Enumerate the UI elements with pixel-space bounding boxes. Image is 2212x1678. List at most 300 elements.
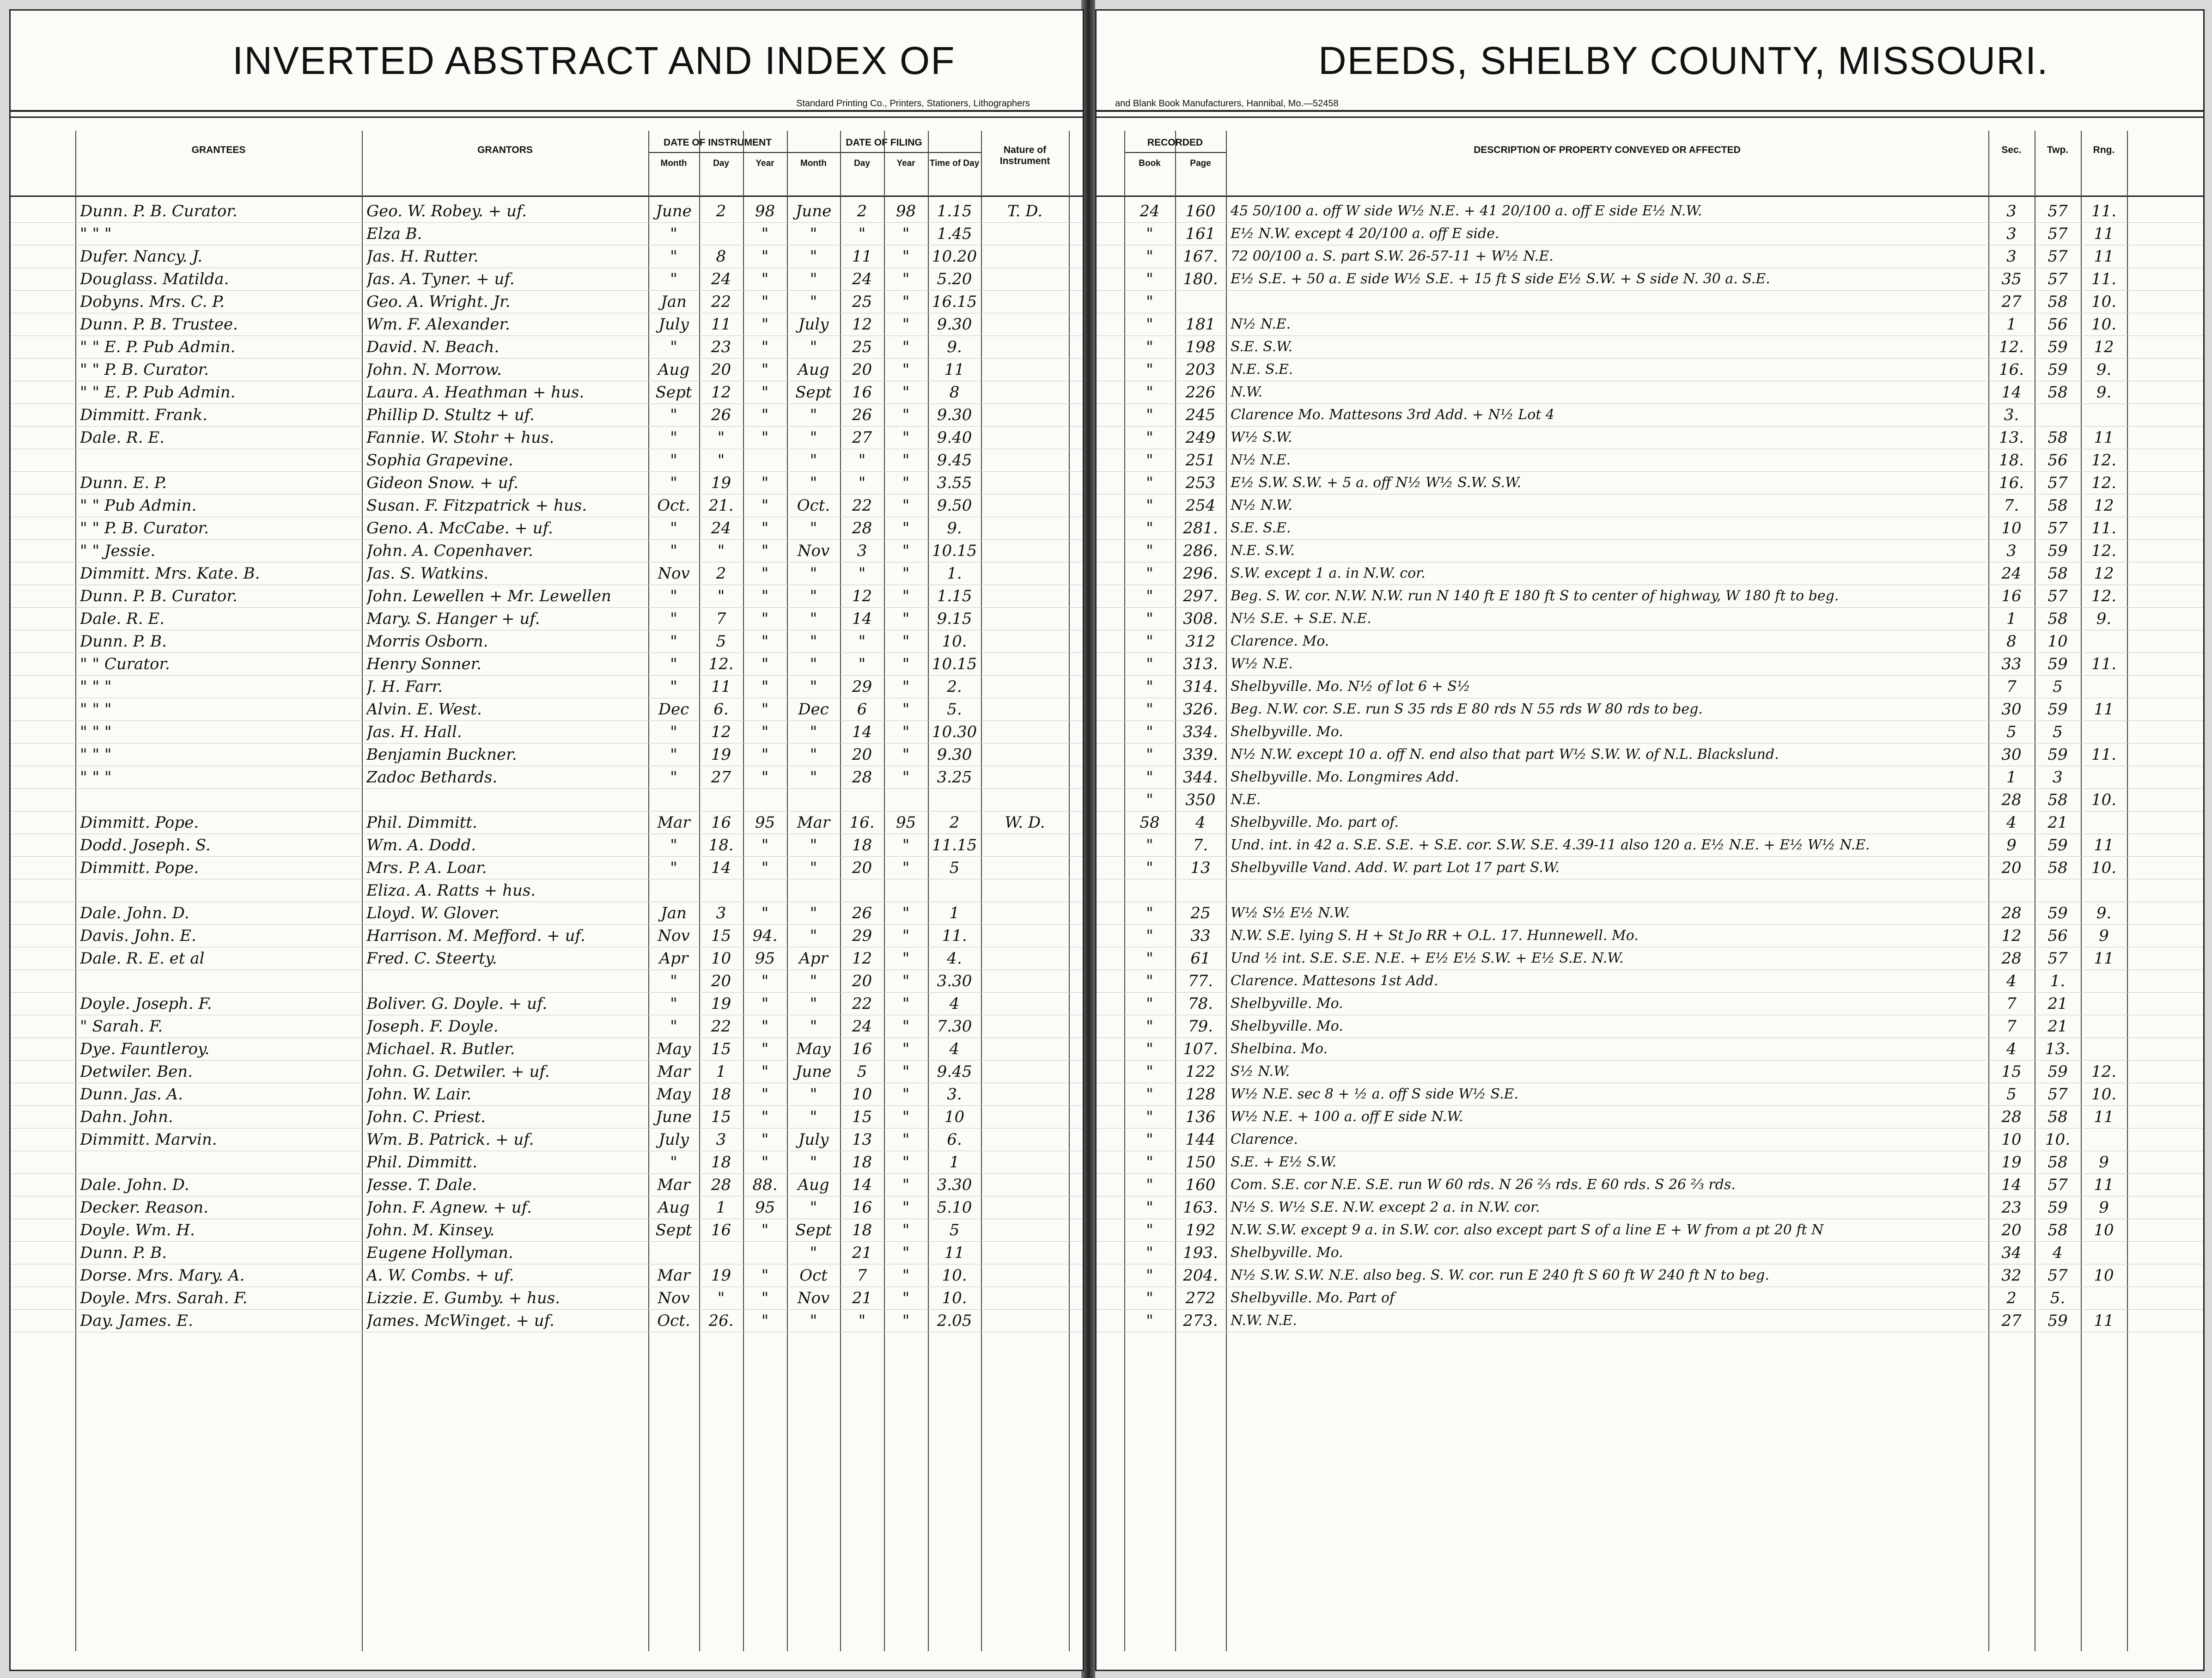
inst-day-cell: 18. bbox=[708, 836, 734, 854]
nature-cell bbox=[983, 1084, 1066, 1104]
inst-month-cell: July bbox=[658, 1130, 689, 1149]
grantee-cell: " " E. P. Pub Admin. bbox=[80, 338, 236, 356]
ledger-row bbox=[1097, 676, 2203, 698]
description-cell: Und ½ int. S.E. S.E. N.E. + E½ E½ S.W. + E½ S.E. N.W. bbox=[1231, 950, 1624, 966]
filing-month-cell: " bbox=[810, 723, 817, 741]
inst-day-cell: 11 bbox=[711, 677, 731, 696]
inst-month-cell: Nov bbox=[658, 1289, 690, 1307]
inst-month-cell: " bbox=[670, 225, 677, 243]
nature-cell bbox=[983, 246, 1066, 267]
grantor-cell: Lizzie. E. Gumby. + hus. bbox=[366, 1289, 561, 1307]
twp-cell: 56 bbox=[2047, 315, 2068, 334]
nature-header: Nature of Instrument bbox=[999, 145, 1050, 166]
filing-month-cell: " bbox=[810, 610, 817, 628]
description-cell: N½ S. W½ S.E. N.W. except 2 a. in N.W. cor. bbox=[1231, 1199, 1540, 1215]
page-cell: 308. bbox=[1183, 610, 1218, 628]
grantee-cell: " Sarah. F. bbox=[80, 1017, 163, 1036]
grantee-cell: " " " bbox=[80, 677, 112, 696]
page-cell: 122 bbox=[1185, 1062, 1216, 1081]
inst-day-cell: 19 bbox=[711, 995, 731, 1013]
time-of-day-cell: 10.15 bbox=[932, 655, 977, 673]
grantor-cell bbox=[366, 790, 644, 810]
sec-cell: 23 bbox=[2001, 1198, 2022, 1217]
book-cell: " bbox=[1146, 1085, 1153, 1104]
book-cell: " bbox=[1146, 768, 1153, 787]
ledger-row bbox=[11, 993, 1083, 1015]
nature-cell bbox=[983, 1039, 1066, 1059]
description-cell: N½ N.W. except 10 a. off N. end also that part W½ S.W. W. of N.L. Blackslund. bbox=[1231, 746, 1779, 763]
ledger-row bbox=[1097, 1083, 2203, 1106]
nature-cell bbox=[983, 722, 1066, 742]
time-of-day-cell: 1.45 bbox=[937, 225, 972, 243]
rng-cell: 10. bbox=[2091, 859, 2117, 877]
grantor-cell: Phil. Dimmitt. bbox=[366, 813, 477, 832]
filing-day-cell: 12 bbox=[852, 315, 872, 334]
inst-year-cell: " bbox=[761, 270, 769, 288]
page-cell: 25 bbox=[1190, 904, 1211, 922]
inst-year-cell: " bbox=[761, 474, 769, 492]
filing-year-cell: " bbox=[902, 927, 910, 945]
page-cell: 203 bbox=[1185, 360, 1216, 379]
filing-day-cell: 12 bbox=[852, 949, 872, 968]
twp-cell: 59 bbox=[2047, 338, 2068, 356]
page-cell: 13 bbox=[1190, 859, 1211, 877]
filing-day-cell: 3 bbox=[857, 542, 867, 560]
inst-day-cell: 5 bbox=[716, 632, 726, 651]
time-of-day-cell: 11 bbox=[944, 360, 965, 379]
ledger-row bbox=[1097, 1242, 2203, 1264]
inst-year-cell bbox=[745, 790, 785, 810]
inst-day-cell: 7 bbox=[716, 610, 726, 628]
sec-cell: 10 bbox=[2001, 519, 2022, 537]
book-cell: " bbox=[1146, 338, 1153, 356]
description-cell: W½ S.W. bbox=[1231, 429, 1292, 445]
filing-month-cell: Oct bbox=[799, 1266, 828, 1285]
nature-cell bbox=[983, 880, 1066, 901]
inst-month-cell: " bbox=[670, 451, 677, 470]
twp-cell: 57 bbox=[2047, 1176, 2068, 1194]
rng-cell: 12 bbox=[2094, 564, 2114, 583]
time-of-day-cell: 5.10 bbox=[937, 1198, 972, 1217]
filing-year-cell: 95 bbox=[896, 813, 916, 832]
page-cell: 251 bbox=[1185, 451, 1216, 470]
page-cell: 79. bbox=[1188, 1017, 1213, 1036]
book-cell: " bbox=[1146, 904, 1153, 922]
twp-cell: 59 bbox=[2047, 1312, 2068, 1330]
description-cell: 72 00/100 a. S. part S.W. 26-57-11 + W½ N.E. bbox=[1231, 248, 1554, 264]
inst-month-cell: " bbox=[670, 723, 677, 741]
nature-cell bbox=[983, 994, 1066, 1014]
twp-cell bbox=[2037, 880, 2078, 901]
time-of-day-cell: 2. bbox=[947, 677, 962, 696]
inst-month-cell: Mar bbox=[657, 1062, 690, 1081]
twp-cell: 57 bbox=[2047, 1085, 2068, 1104]
ledger-row bbox=[1097, 449, 2203, 472]
book-cell: " bbox=[1146, 428, 1153, 447]
filing-day-cell: 26 bbox=[852, 904, 872, 922]
twp-cell: 5 bbox=[2053, 677, 2063, 696]
inst-day-cell: 2 bbox=[716, 202, 726, 220]
top-rule bbox=[1097, 110, 2203, 118]
twp-cell: 58 bbox=[2047, 496, 2068, 515]
book-cell: " bbox=[1146, 519, 1153, 537]
filing-month-cell: " bbox=[810, 1017, 817, 1036]
ledger-row bbox=[11, 449, 1083, 472]
ledger-row bbox=[11, 834, 1083, 857]
description-cell: N.W. S.W. except 9 a. in S.W. cor. also except part S of a line E + W from a pt 20 ft N bbox=[1231, 1222, 1824, 1238]
rng-cell: 10. bbox=[2091, 791, 2117, 809]
grantee-cell: Dunn. P. B. Trustee. bbox=[80, 315, 238, 334]
inst-month-cell: " bbox=[670, 270, 677, 288]
sec-cell: 33 bbox=[2001, 655, 2022, 673]
description-cell: Clarence. bbox=[1231, 1131, 1298, 1147]
inst-day-cell: 27 bbox=[711, 768, 731, 787]
description-cell: N½ S.E. + S.E. N.E. bbox=[1231, 610, 1371, 627]
twp-cell: 56 bbox=[2047, 927, 2068, 945]
inst-year-cell: 88. bbox=[752, 1176, 778, 1194]
left-printer-note: Standard Printing Co., Printers, Stationers, Lithographers bbox=[796, 98, 1030, 109]
rng-cell: 11. bbox=[2091, 519, 2117, 537]
twp-cell: 59 bbox=[2047, 836, 2068, 854]
rng-cell bbox=[2083, 1016, 2125, 1037]
inst-year-cell: " bbox=[761, 1221, 769, 1239]
description-cell bbox=[1231, 880, 1984, 901]
inst-month-cell: " bbox=[670, 632, 677, 651]
page-cell: 296. bbox=[1183, 564, 1218, 583]
book-cell: " bbox=[1146, 1130, 1153, 1149]
grantor-cell: Alvin. E. West. bbox=[366, 700, 482, 719]
time-of-day-cell: 9.30 bbox=[937, 745, 972, 764]
filing-year-cell: " bbox=[902, 745, 910, 764]
twp-cell: 58 bbox=[2047, 610, 2068, 628]
inst-day-cell bbox=[701, 224, 741, 244]
grantor-cell: John. M. Kinsey. bbox=[366, 1221, 495, 1239]
inst-day-cell: 22 bbox=[711, 1017, 731, 1036]
book-cell: " bbox=[1146, 700, 1153, 719]
ledger-row bbox=[11, 608, 1083, 630]
ledger-row bbox=[1097, 947, 2203, 970]
inst-month-cell: " bbox=[670, 428, 677, 447]
right-page-title: DEEDS, SHELBY COUNTY, MISSOURI. bbox=[1318, 39, 2049, 82]
rng-cell: 11. bbox=[2091, 202, 2117, 220]
inst-year-cell: " bbox=[761, 542, 769, 560]
ledger-row bbox=[11, 245, 1083, 268]
ledger-row bbox=[11, 947, 1083, 970]
inst-year-cell: " bbox=[761, 247, 769, 266]
grantor-cell bbox=[366, 971, 644, 991]
inst-year-cell: " bbox=[761, 859, 769, 877]
twp-cell: 58 bbox=[2047, 564, 2068, 583]
filing-day-cell: 22 bbox=[852, 995, 872, 1013]
inst-month-cell: " bbox=[670, 610, 677, 628]
twp-cell: 58 bbox=[2047, 293, 2068, 311]
book-cell: " bbox=[1146, 1266, 1153, 1285]
inst-day-cell: 20 bbox=[711, 972, 731, 990]
inst-year-cell: 95 bbox=[755, 1198, 775, 1217]
ledger-row bbox=[11, 812, 1083, 834]
rng-cell: 12. bbox=[2091, 474, 2117, 492]
rng-cell: 9. bbox=[2096, 360, 2112, 379]
filing-day-cell: 14 bbox=[852, 1176, 872, 1194]
time-of-day-cell: 9.30 bbox=[937, 315, 972, 334]
page-cell: 272 bbox=[1185, 1289, 1216, 1307]
ledger-row bbox=[1097, 517, 2203, 540]
grantor-cell: Lloyd. W. Glover. bbox=[366, 904, 500, 922]
ledger-row bbox=[11, 1310, 1083, 1332]
description-cell: S½ N.W. bbox=[1231, 1063, 1290, 1080]
date-of-instrument-header: DATE OF INSTRUMENT Month Day Year bbox=[648, 131, 787, 195]
grantor-cell: Mary. S. Hanger + uf. bbox=[366, 610, 540, 628]
ledger-row bbox=[11, 766, 1083, 789]
inst-day-cell: 15 bbox=[711, 927, 731, 945]
filing-month-cell: May bbox=[796, 1040, 831, 1058]
filing-year-cell: " bbox=[902, 700, 910, 719]
grantor-cell: Jas. H. Hall. bbox=[366, 723, 462, 741]
filing-day-cell: 20 bbox=[852, 360, 872, 379]
description-cell: E½ N.W. except 4 20/100 a. off E side. bbox=[1231, 226, 1499, 242]
inst-year-cell: 95 bbox=[755, 813, 775, 832]
rng-cell: 12. bbox=[2091, 542, 2117, 560]
inst-month-cell: Dec bbox=[658, 700, 689, 719]
ledger-row bbox=[11, 562, 1083, 585]
grantees-header: GRANTEES bbox=[191, 145, 246, 155]
nature-cell bbox=[983, 1311, 1066, 1331]
grantee-cell: " " Pub Admin. bbox=[80, 496, 197, 515]
filing-month-cell: " bbox=[810, 1244, 817, 1262]
twp-cell: 59 bbox=[2047, 745, 2068, 764]
ledger-row bbox=[1097, 268, 2203, 291]
sec-cell: 3 bbox=[2006, 202, 2017, 220]
twp-cell: 57 bbox=[2047, 949, 2068, 968]
description-cell: S.E. + E½ S.W. bbox=[1231, 1154, 1337, 1170]
description-cell: Clarence Mo. Mattesons 3rd Add. + N½ Lot 4 bbox=[1231, 407, 1554, 423]
grantee-cell: Dale. John. D. bbox=[80, 1176, 189, 1194]
ledger-row bbox=[11, 268, 1083, 291]
rng-cell: 11 bbox=[2094, 1108, 2114, 1126]
date-of-filing-header: DATE OF FILING Month Day Year Time of Day bbox=[787, 131, 981, 195]
page-cell: 107. bbox=[1183, 1040, 1218, 1058]
filing-year-cell: " bbox=[902, 338, 910, 356]
time-of-day-cell: 9. bbox=[947, 519, 962, 537]
twp-cell: 10. bbox=[2045, 1130, 2071, 1149]
rng-cell bbox=[2083, 1039, 2125, 1059]
inst-year-cell: " bbox=[761, 1062, 769, 1081]
time-of-day-cell: 2 bbox=[949, 813, 960, 832]
filing-year-cell: " bbox=[902, 859, 910, 877]
nature-cell bbox=[983, 427, 1066, 448]
filing-day-cell: 16. bbox=[849, 813, 875, 832]
grantor-cell: Michael. R. Butler. bbox=[366, 1040, 515, 1058]
nature-cell bbox=[983, 1107, 1066, 1127]
filing-month-cell: Aug bbox=[798, 1176, 829, 1194]
sec-cell: 28 bbox=[2001, 1108, 2022, 1126]
book-cell: " bbox=[1146, 859, 1153, 877]
twp-cell: 21 bbox=[2047, 813, 2068, 832]
inst-year-cell bbox=[745, 450, 785, 470]
grantee-cell bbox=[80, 1152, 357, 1172]
nature-cell bbox=[983, 495, 1066, 516]
book-cell: " bbox=[1146, 632, 1153, 651]
time-of-day-cell: 9.45 bbox=[937, 451, 972, 470]
ledger-row bbox=[11, 494, 1083, 517]
grantee-cell: Dufer. Nancy. J. bbox=[80, 247, 203, 266]
grantor-cell: Benjamin Buckner. bbox=[366, 745, 517, 764]
ledger-row bbox=[1097, 200, 2203, 223]
filing-year-cell: " bbox=[902, 428, 910, 447]
nature-cell bbox=[983, 744, 1066, 765]
top-rule bbox=[11, 110, 1083, 118]
time-of-day-cell: 4 bbox=[949, 995, 960, 1013]
grantee-cell: Dunn. P. B. Curator. bbox=[80, 202, 238, 220]
inst-day-cell: 19 bbox=[711, 474, 731, 492]
filing-day-cell: 25 bbox=[852, 293, 872, 311]
time-of-day-cell: 10.15 bbox=[932, 542, 977, 560]
inst-day-cell: 24 bbox=[711, 270, 731, 288]
filing-year-cell: " bbox=[902, 610, 910, 628]
ledger-row bbox=[1097, 1151, 2203, 1174]
description-cell: N.W. N.E. bbox=[1231, 1312, 1297, 1329]
page-cell: 192 bbox=[1185, 1221, 1216, 1239]
page-cell: 136 bbox=[1185, 1108, 1216, 1126]
time-of-day-cell: 1.15 bbox=[937, 587, 972, 605]
ledger-row bbox=[1097, 1310, 2203, 1332]
grantee-cell: " " " bbox=[80, 225, 112, 243]
inst-year-cell: " bbox=[761, 1108, 769, 1126]
inst-day-cell bbox=[701, 880, 741, 901]
filing-year-cell bbox=[886, 880, 926, 901]
grantee-cell: " " Jessie. bbox=[80, 542, 156, 560]
filing-day-cell: 27 bbox=[852, 428, 872, 447]
inst-day-cell: 6. bbox=[713, 700, 729, 719]
ledger-row bbox=[11, 630, 1083, 653]
inst-month-cell: " bbox=[670, 587, 677, 605]
inst-day-cell: 21. bbox=[708, 496, 734, 515]
sec-cell: 4 bbox=[2006, 972, 2017, 990]
grantee-cell: Doyle. Wm. H. bbox=[80, 1221, 195, 1239]
inst-month-cell: " bbox=[670, 859, 677, 877]
grantor-cell: Harrison. M. Mefford. + uf. bbox=[366, 927, 585, 945]
filing-year-cell: " bbox=[902, 1244, 910, 1262]
description-cell: Shelbyville. Mo. bbox=[1231, 995, 1343, 1012]
grantee-cell: Dorse. Mrs. Mary. A. bbox=[80, 1266, 245, 1285]
ledger-row bbox=[11, 1174, 1083, 1196]
inst-month-cell: Nov bbox=[658, 927, 690, 945]
time-of-day-cell: 4 bbox=[949, 1040, 960, 1058]
grantor-cell: John. C. Priest. bbox=[366, 1108, 486, 1126]
inst-year-cell: " bbox=[761, 1312, 769, 1330]
nature-cell bbox=[983, 1197, 1066, 1218]
inst-day-cell: 14 bbox=[711, 859, 731, 877]
ledger-row bbox=[1097, 630, 2203, 653]
inst-year-cell: " bbox=[761, 610, 769, 628]
grantor-cell: Eugene Hollyman. bbox=[366, 1244, 513, 1262]
filing-month-cell: Nov bbox=[797, 542, 830, 560]
filing-year-cell: " bbox=[902, 1062, 910, 1081]
inst-year-cell bbox=[745, 1243, 785, 1263]
ledger-row bbox=[1097, 291, 2203, 313]
description-cell: Com. S.E. cor N.E. S.E. run W 60 rds. N 26 ⅔ rds. E 60 rds. S 26 ⅔ rds. bbox=[1231, 1177, 1736, 1193]
book-cell: " bbox=[1146, 564, 1153, 583]
filing-year-cell: 98 bbox=[896, 202, 916, 220]
time-of-day-cell: 5.20 bbox=[937, 270, 972, 288]
ledger-row bbox=[1097, 223, 2203, 245]
grantee-cell: Dimmitt. Pope. bbox=[80, 813, 199, 832]
nature-cell bbox=[983, 1243, 1066, 1263]
sec-header: Sec. bbox=[2001, 145, 2022, 155]
filing-month-cell: " bbox=[810, 1312, 817, 1330]
time-of-day-cell: 2.05 bbox=[937, 1312, 972, 1330]
book-cell: " bbox=[1146, 723, 1153, 741]
grantors-header: GRANTORS bbox=[477, 145, 533, 155]
inst-day-cell: 15 bbox=[711, 1040, 731, 1058]
sec-cell: 16. bbox=[1999, 474, 2024, 492]
inst-day-cell: 12 bbox=[711, 723, 731, 741]
grantor-cell: Geo. W. Robey. + uf. bbox=[366, 202, 527, 220]
page-cell: 4 bbox=[1195, 813, 1206, 832]
inst-day-cell bbox=[701, 1243, 741, 1263]
sec-cell: 3 bbox=[2006, 542, 2017, 560]
filing-day-cell: 2 bbox=[857, 202, 867, 220]
description-cell: W½ N.E. sec 8 + ½ a. off S side W½ S.E. bbox=[1231, 1086, 1518, 1102]
filing-day-cell: 18 bbox=[852, 1153, 872, 1172]
rng-cell: 12 bbox=[2094, 338, 2114, 356]
page-cell: 249 bbox=[1185, 428, 1216, 447]
grantor-cell: Geno. A. McCabe. + uf. bbox=[366, 519, 553, 537]
grantor-cell: Gideon Snow. + uf. bbox=[366, 474, 518, 492]
book-cell: " bbox=[1146, 1017, 1153, 1036]
grantor-cell: David. N. Beach. bbox=[366, 338, 500, 356]
ledger-row bbox=[11, 291, 1083, 313]
filing-day-cell: 22 bbox=[852, 496, 872, 515]
twp-cell: 3 bbox=[2053, 768, 2063, 787]
grantor-cell: Wm. F. Alexander. bbox=[366, 315, 510, 334]
description-cell: N.E. S.W. bbox=[1231, 543, 1295, 559]
inst-day-cell: 1 bbox=[716, 1198, 726, 1217]
inst-month-cell: Jan bbox=[661, 904, 687, 922]
ledger-row bbox=[1097, 427, 2203, 449]
rng-cell: 12. bbox=[2091, 587, 2117, 605]
grantee-cell: Dale. R. E. bbox=[80, 428, 165, 447]
inst-month-cell: " bbox=[670, 745, 677, 764]
book-cell: 58 bbox=[1140, 813, 1160, 832]
inst-year-cell: " bbox=[761, 587, 769, 605]
filing-year-cell: " bbox=[902, 1108, 910, 1126]
inst-day-cell: 12 bbox=[711, 383, 731, 402]
description-cell: Shelbyville. Mo. bbox=[1231, 1245, 1343, 1261]
inst-month-cell: July bbox=[658, 315, 689, 334]
ledger-row bbox=[11, 676, 1083, 698]
sec-cell: 14 bbox=[2001, 1176, 2022, 1194]
ledger-row bbox=[11, 313, 1083, 336]
page-cell: 144 bbox=[1185, 1130, 1216, 1149]
ledger-row bbox=[1097, 721, 2203, 744]
nature-cell bbox=[983, 1062, 1066, 1082]
grantee-cell: Dodd. Joseph. S. bbox=[80, 836, 211, 854]
inst-year-cell: " bbox=[761, 406, 769, 424]
sec-cell: 32 bbox=[2001, 1266, 2022, 1285]
filing-year-cell: " bbox=[902, 496, 910, 515]
sec-cell: 27 bbox=[2001, 293, 2022, 311]
rng-cell bbox=[2083, 1243, 2125, 1263]
filing-day-cell: " bbox=[858, 655, 866, 673]
inst-day-cell: 19 bbox=[711, 1266, 731, 1285]
page-cell: 281. bbox=[1183, 519, 1218, 537]
time-of-day-cell: 3.25 bbox=[937, 768, 972, 787]
inst-day-cell: 24 bbox=[711, 519, 731, 537]
description-cell: Shelbina. Mo. bbox=[1231, 1041, 1328, 1057]
filing-year-cell: " bbox=[902, 406, 910, 424]
nature-cell bbox=[983, 360, 1066, 380]
